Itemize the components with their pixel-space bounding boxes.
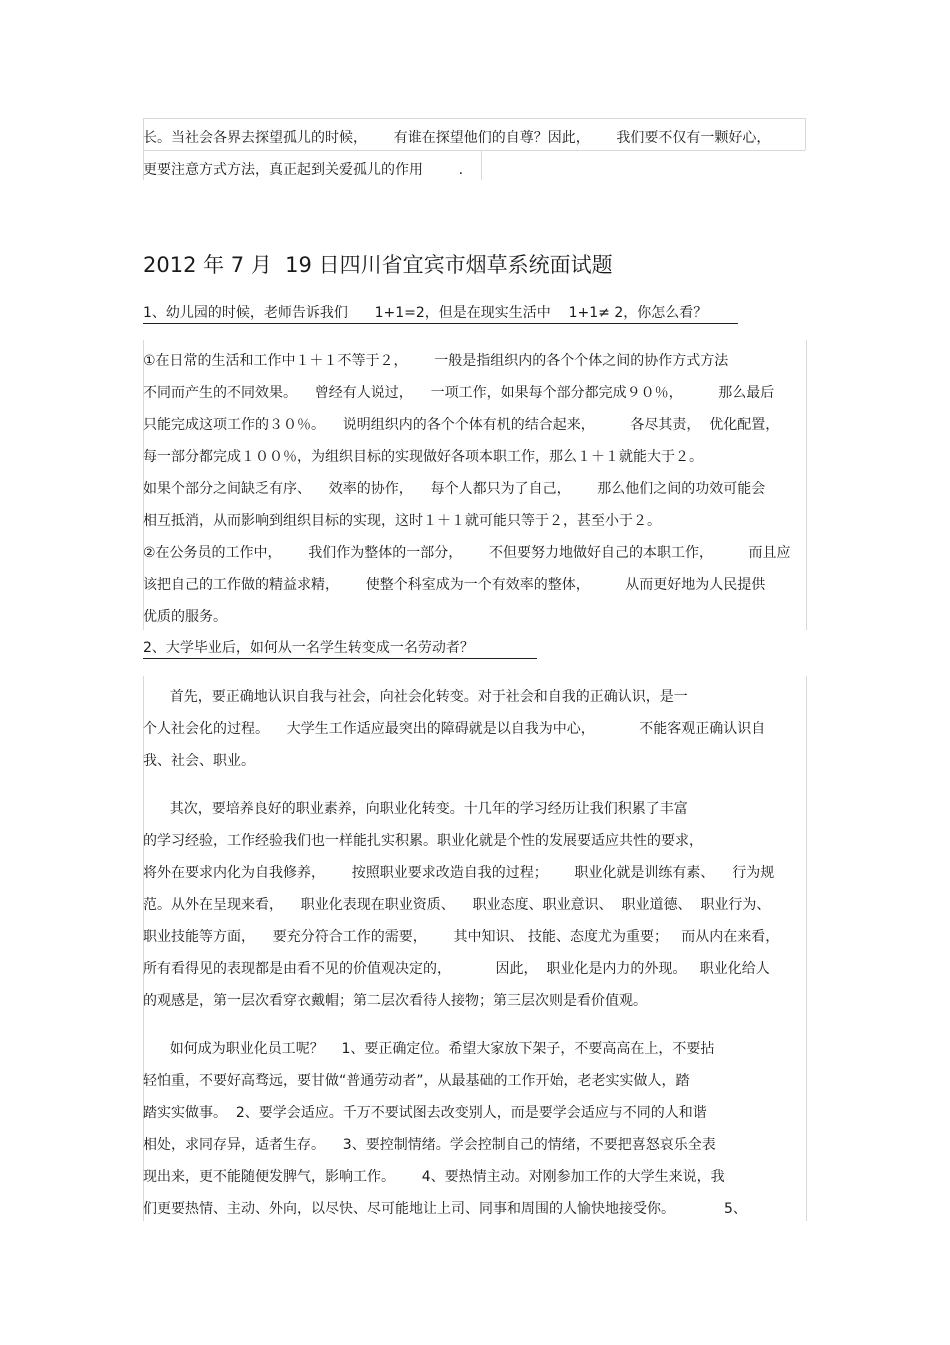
answer-2-line: 的学习经验，工作经验我们也一样能扎实积累。职业化就是个性的发展要适应共性的要求， <box>143 833 703 849</box>
answer-2-line: 相处，求同存异，适者生存。 3、要控制情绪。学会控制自己的情绪，不要把喜怒哀乐全表 <box>143 1137 716 1153</box>
answer-2-line: 我、社会、职业。 <box>143 753 255 769</box>
question-2-title: 2、大学毕业后，如何从一名学生转变成一名劳动者？ <box>143 640 474 656</box>
frame-rule <box>143 118 805 119</box>
answer-2-line: 范。从外在呈现来看， 职业化表现在职业资质、 职业态度、职业意识、 职业道德、 职业行为、 <box>143 897 771 913</box>
answer-2-line: 职业技能等方面， 要充分符合工作的需要， 其中知识、 技能、态度尤为重要； 而从内在来看， <box>143 929 780 945</box>
answer-1-line: ①在日常的生活和工作中１＋１不等于２， 一般是指组织内的各个个体之间的协作方式方法 <box>143 353 729 369</box>
answer-1-line: 如果个部分之间缺乏有序、 效率的协作， 每个人都只为了自己， 那么他们之间的功效可能会 <box>143 481 766 497</box>
question-1-title: 1、幼儿园的时候，老师告诉我们 1+1=2，但是在现实生活中 1+1≠ 2，你怎么看？ <box>143 305 708 321</box>
answer-1-line: 该把自己的工作做的精益求精， 使整个科室成为一个有效率的整体， 从而更好地为人民提供 <box>143 577 766 593</box>
answer-2-line: 们更要热情、主动、外向，以尽快、尽可能地让上司、同事和周围的人愉快地接受你。 5、 <box>143 1201 747 1217</box>
answer-1-line: 相互抵消，从而影响到组织目标的实现，这时１＋１就可能只等于２，甚至小于２。 <box>143 513 661 529</box>
answer-2-line: 轻怕重，不要好高骛远，要甘做“普通劳动者”，从最基础的工作开始，老老实实做人，踏 <box>143 1073 690 1089</box>
answer-1-line: ②在公务员的工作中， 我们作为整体的一部分， 不但要努力地做好自己的本职工作， 而且应 <box>143 545 791 561</box>
frame-rule <box>805 118 806 150</box>
answer-2-line: 现出来，更不能随便发脾气，影响工作。 4、要热情主动。对刚参加工作的大学生来说，我 <box>143 1169 725 1185</box>
answer-2-line: 个人社会化的过程。 大学生工作适应最突出的障碍就是以自我为中心， 不能客观正确认识自 <box>143 721 766 737</box>
section-title: 2012 年 7 月 19 日四川省宜宾市烟草系统面试题 <box>143 253 613 277</box>
frame-rule <box>806 676 807 1221</box>
answer-2-line: 将外在要求内化为自我修养， 按照职业要求改造自我的过程； 职业化就是训练有素、 行为规 <box>143 865 775 881</box>
answer-2-line: 踏实实做事。 2、要学会适应。千万不要试图去改变别人，而是要学会适应与不同的人和谐 <box>143 1105 707 1121</box>
answer-1-line: 只能完成这项工作的３０％。 说明组织内的各个个体有机的结合起来， 各尽其责， 优化配置， <box>143 417 780 433</box>
frame-rule <box>143 150 805 151</box>
answer-2-line: 其次，要培养良好的职业素养，向职业化转变。十几年的学习经历让我们积累了丰富 <box>143 801 688 817</box>
answer-2-line: 如何成为职业化员工呢？ 1、要正确定位。希望大家放下架子，不要高高在上，不要拈 <box>143 1041 715 1057</box>
intro-line: 长。当社会各界去探望孤儿的时候， 有谁在探望他们的自尊？因此， 我们要不仅有一颗好心， <box>143 130 771 146</box>
question-1-underline <box>143 323 738 324</box>
answer-1-line: 不同而产生的不同效果。 曾经有人说过， 一项工作，如果每个部分都完成９０％， 那么最后 <box>143 385 775 401</box>
answer-2-line: 所有看得见的表现都是由看不见的价值观决定的， 因此， 职业化是内力的外现。 职业化给人 <box>143 961 770 977</box>
question-2-underline <box>143 658 537 659</box>
answer-2-line: 的观感是，第一层次看穿衣戴帽；第二层次看待人接物；第三层次则是看价值观。 <box>143 993 647 1009</box>
answer-1-line: 优质的服务。 <box>143 609 227 625</box>
frame-rule <box>806 340 807 630</box>
answer-1-line: 每一部分都完成１００％，为组织目标的实现做好各项本职工作，那么１＋１就能大于２。 <box>143 449 703 465</box>
frame-rule <box>481 150 482 180</box>
answer-2-line: 首先，要正确地认识自我与社会，向社会化转变。对于社会和自我的正确认识，是一 <box>143 689 688 705</box>
intro-line: 更要注意方式方法，真正起到关爱孤儿的作用 . <box>143 162 464 178</box>
